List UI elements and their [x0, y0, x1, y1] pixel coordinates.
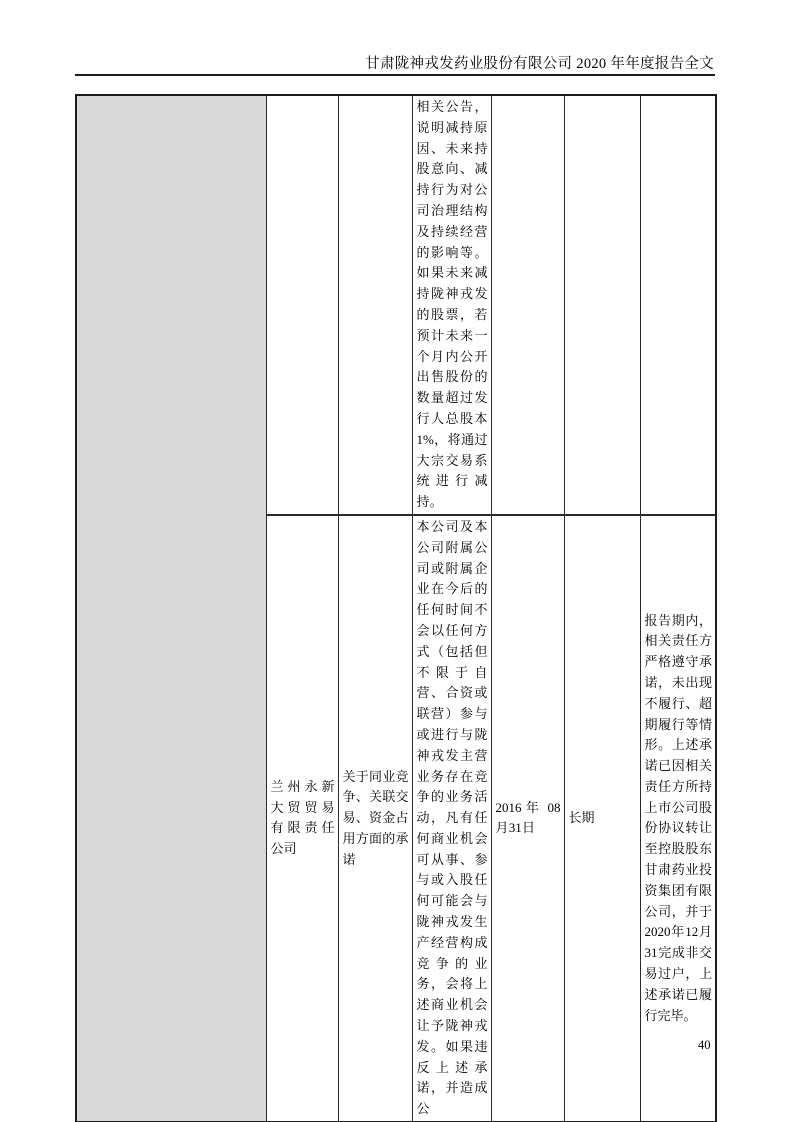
page-number: 40 — [698, 1038, 711, 1052]
table-row-continuation — [76, 95, 716, 515]
cell-commitment-type-empty — [338, 95, 412, 515]
commitments-table — [75, 94, 717, 1122]
header-rule — [75, 74, 715, 76]
cell-promisor: 兰州永新大贸贸易有限责任公司 — [266, 515, 338, 1122]
shaded-merged-cell — [76, 95, 266, 1122]
cell-commitment-content: 本公司及本公司附属公司或附属企业在今后的任何时间不会以任何方式（包括但不限于自营、合资或联营）参与或进行与陇神戎发主营业务存在竞争的业务活动，凡有任何商业机会可从事、参与或入股任何可能会与陇神戎发生产经营构成竞争的业务，会将上述商业机会让予陇神戎发。如果违反上述承诺，并造成公 — [412, 515, 491, 1122]
cell-commitment-term-empty — [564, 95, 640, 515]
cell-performance: 报告期内，相关责任方严格遵守承诺，未出现不履行、超期履行等情形。上述承诺已因相关责任方所持上市公司股份协议转让至控股股东甘肃药业投资集团有限公司，并于 2020 年 12 月 31 完成非交易过户，上述承诺已履行完毕。 — [640, 515, 716, 1122]
cell-performance-empty — [640, 95, 716, 515]
cell-commitment-date: 2016 年 08 月 31 日 — [491, 515, 564, 1122]
cell-commitment-date-empty — [491, 95, 564, 515]
cell-commitment-content: 相关公告，说明减持原因、未来持股意向、减持行为对公司治理结构及持续经营的影响等。如果未来减持陇神戎发的股票，若预计未来一个月内公开出售股份的数量超过发行人总股本1%，将通过大宗交易系统进行减持。 — [412, 95, 491, 515]
cell-promisor-empty — [266, 95, 338, 515]
page-header-title: 甘肃陇神戎发药业股份有限公司 2020 年年度报告全文 — [365, 56, 714, 72]
cell-commitment-type: 关于同业竞争、关联交易、资金占用方面的承诺 — [338, 515, 412, 1122]
cell-commitment-term: 长期 — [564, 515, 640, 1122]
